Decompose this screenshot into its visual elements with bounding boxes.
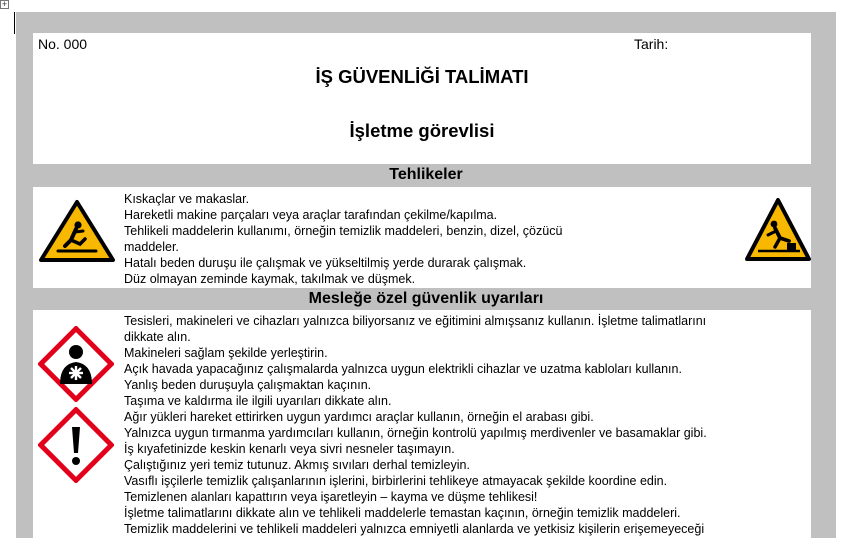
warning-line[interactable]: İş kıyafetinizde keskin kenarlı veya sivri nesneler taşımayın. xyxy=(124,442,455,456)
warning-line[interactable]: Taşıma ve kaldırma ile ilgili uyarıları dikkate alın. xyxy=(124,394,392,408)
page-subtitle[interactable]: İşletme görevlisi xyxy=(349,120,495,141)
text-cursor xyxy=(14,12,15,34)
hazards-heading[interactable]: Tehlikeler xyxy=(389,166,463,183)
warning-line[interactable]: Temizlik maddelerini ve tehlikeli maddeleri yalnızca emniyetli alanlarda ve yetkisiz kişilerin erişemeyeceği xyxy=(124,522,705,536)
warnings-section xyxy=(33,310,811,538)
warnings-heading[interactable]: Mesleğe özel güvenlik uyarıları xyxy=(308,290,544,307)
ghs-health-hazard-icon xyxy=(38,326,114,402)
warning-line[interactable]: Yalnızca uygun tırmanma yardımcıları kullanın, örneğin kontrolü yapılmış merdivenler ve basamaklar gibi. xyxy=(124,426,707,440)
hazard-line[interactable]: Tehlikeli maddelerin kullanımı, örneğin temizlik maddeleri, benzin, dizel, çözücü xyxy=(124,224,563,238)
warning-line[interactable]: Yanlış beden duruşuyla çalışmaktan kaçının. xyxy=(124,378,372,392)
warning-line[interactable]: Vasıflı işçilerle temizlik çalışanlarının işlerini, birbirlerini tehlikeye atmayacak şekilde koordine edin. xyxy=(124,474,668,488)
page-title[interactable]: İŞ GÜVENLİĞİ TALİMATI xyxy=(315,66,529,87)
trip-hazard-warning-icon xyxy=(744,197,812,263)
warning-line[interactable]: Ağır yükleri hareket ettirirken uygun yardımcı araçlar kullanın, örneğin el arabası gibi. xyxy=(124,410,594,424)
table-move-handle[interactable]: + xyxy=(1,0,8,9)
warning-line[interactable]: Temizlenen alanları kapattırın veya işaretleyin – kayma ve düşme tehlikesi! xyxy=(124,490,538,504)
hazards-text xyxy=(124,191,562,287)
hazard-line[interactable]: Düz olmayan zeminde kaymak, takılmak ve düşmek. xyxy=(124,272,416,286)
warning-line[interactable]: İşletme talimatlarını dikkate alın ve tehlikeli maddelerle temastan kaçının, örneğin temizlik maddeleri. xyxy=(124,506,681,520)
hazard-line[interactable]: Hareketli makine parçaları veya araçlar tarafından çekilme/kapılma. xyxy=(124,208,498,222)
warning-line[interactable]: dikkate alın. xyxy=(124,330,191,344)
date-label[interactable]: Tarih: xyxy=(634,36,669,52)
instruction-sheet xyxy=(16,12,836,538)
hazards-section xyxy=(33,187,811,288)
warning-line[interactable]: Açık havada yapacağınız çalışmalarda yalnızca uygun elektrikli cihazlar ve uzatma kabloları kullanın. xyxy=(124,362,682,376)
warnings-text xyxy=(124,313,707,537)
hazard-line[interactable]: maddeler. xyxy=(124,240,179,254)
hazard-line[interactable]: Hatalı beden duruşu ile çalışmak ve yükseltilmiş yerde durarak çalışmak. xyxy=(124,256,527,270)
document-header xyxy=(33,33,811,164)
warning-line[interactable]: Çalıştığınız yeri temiz tutunuz. Akmış sıvıları derhal temizleyin. xyxy=(124,458,470,472)
document-number[interactable]: No. 000 xyxy=(38,36,88,52)
warning-line[interactable]: Makineleri sağlam şekilde yerleştirin. xyxy=(124,346,328,360)
warning-line[interactable]: Tesisleri, makineleri ve cihazları yalnızca biliyorsanız ve eğitimini almışsanız kullanın. İşletme talimatlarını xyxy=(124,314,707,328)
ghs-exclamation-icon xyxy=(38,407,114,483)
hazard-line[interactable]: Kıskaçlar ve makaslar. xyxy=(124,192,250,206)
slippery-floor-warning-icon xyxy=(38,199,116,263)
